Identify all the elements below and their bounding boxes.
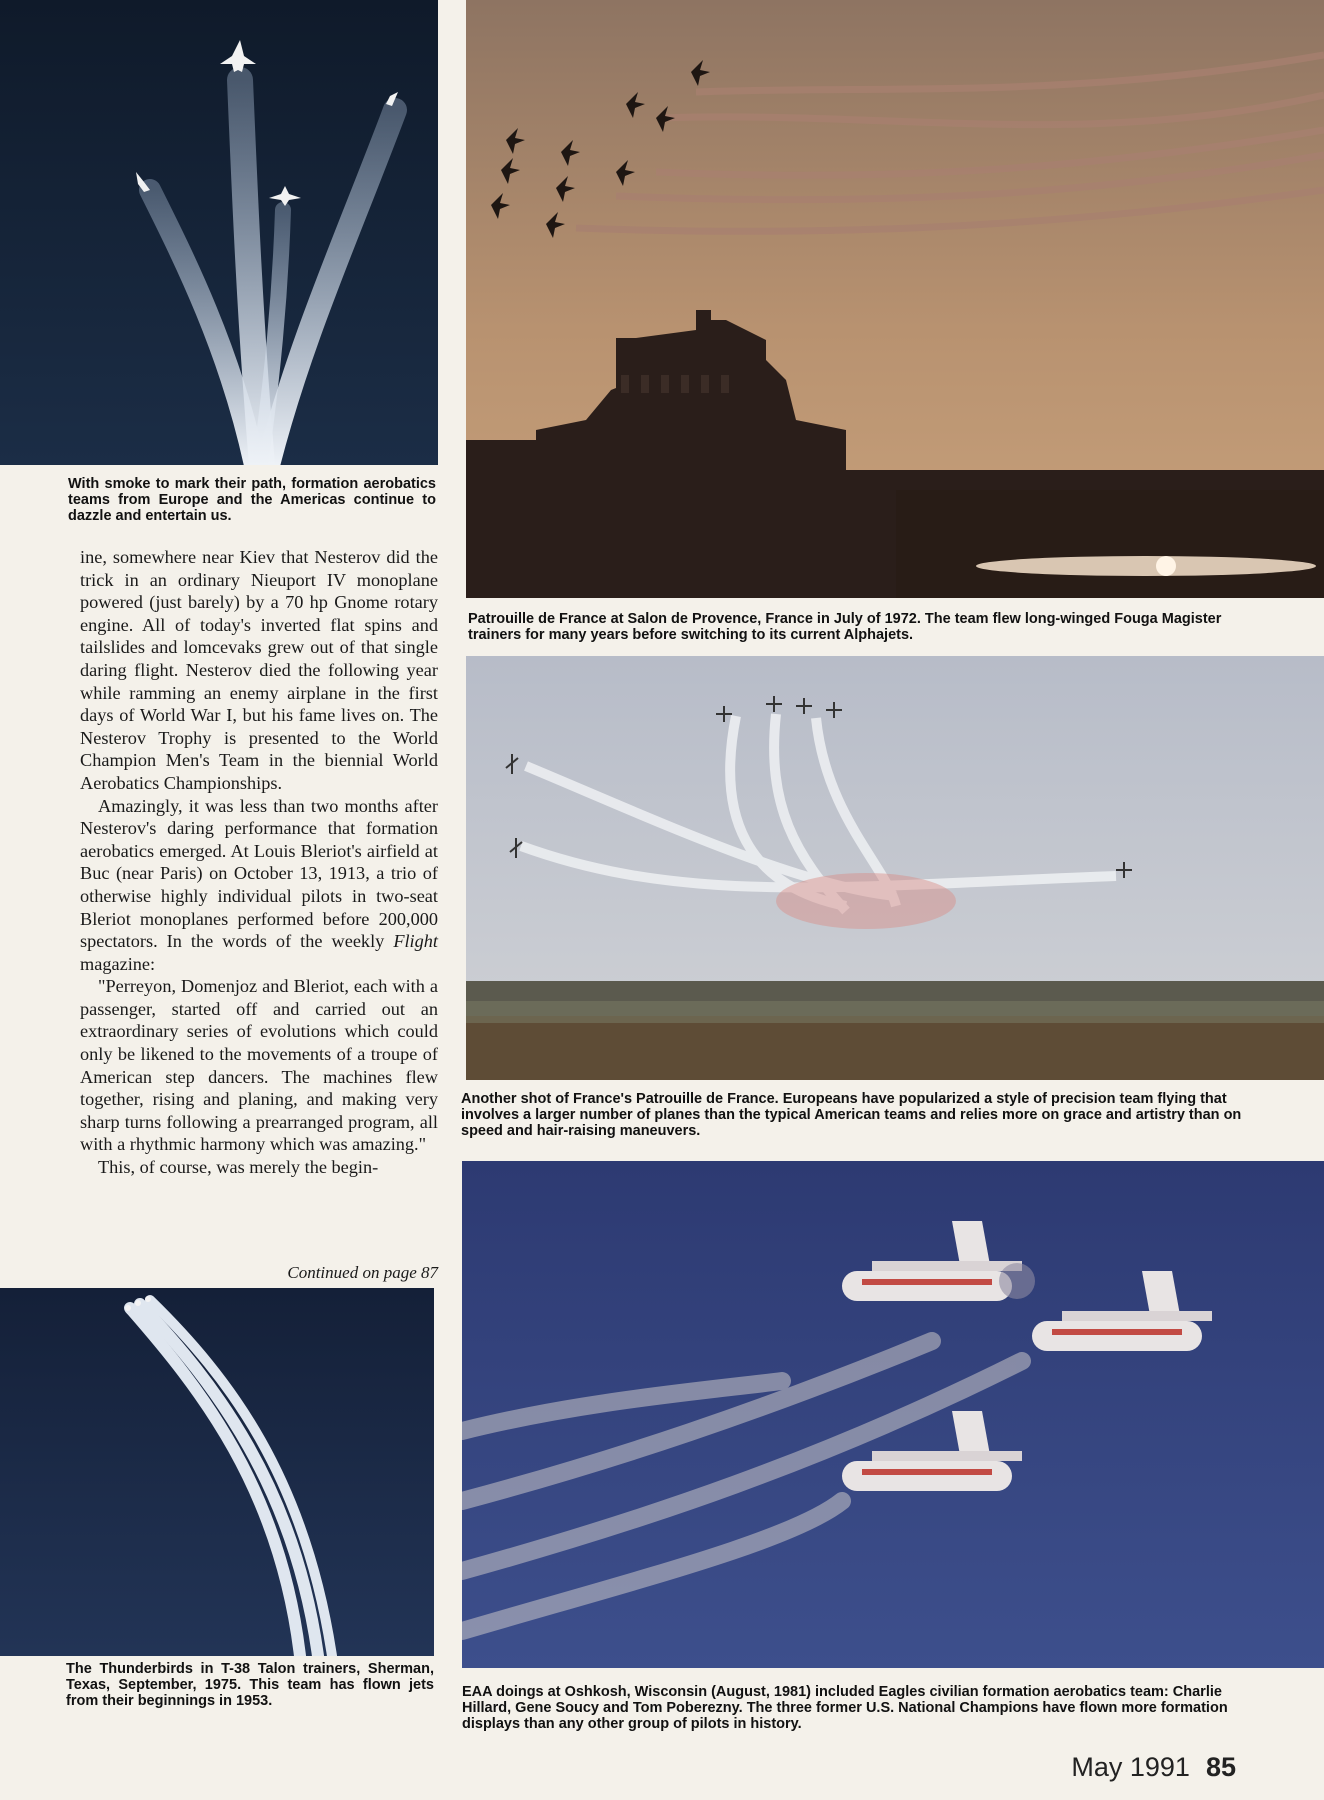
photo-thunderbirds-bomb-burst: [0, 0, 438, 465]
caption-eagles-oshkosh: EAA doings at Oshkosh, Wisconsin (August, 1981) included Eagles civilian formation aerobatics team: Charlie Hillard, Gene Soucy and Tom Poberezny. The three former U.S. National Champions have flown more formation displays than any other group of pilots in history.: [462, 1684, 1228, 1732]
caption-thunderbirds-t38: The Thunderbirds in T-38 Talon trainers, Sherman, Texas, September, 1975. This team has flown jets from their beginnings in 1953.: [66, 1661, 434, 1709]
article-body: [80, 546, 438, 1179]
paragraph-text-end: magazine:: [80, 953, 156, 974]
paragraph-flight-quote: "Perreyon, Domenjoz and Bleriot, each with a passenger, started off and carried out an extraordinary series of evolutions which could only be likened to the movements of a troupe of American step dancers. The machines flew together, rising and planing, and making very sharp turns following a prearranged program, all with a rhythmic harmony which was amazing.": [80, 976, 438, 1155]
continued-link[interactable]: Continued on page 87: [287, 1263, 438, 1282]
photo-salon-de-provence: [466, 0, 1324, 598]
paragraph-nesterov: ine, somewhere near Kiev that Nesterov did the trick in an ordinary Nieuport IV monoplane powered (just barely) by a 70 hp Gnome rotary engine. All of today's inverted flat spins and tailslides and lomcevaks grew out of that single daring flight. Nesterov died the following year while ramming an enemy airplane in the first days of World War I, but his fame lives on. The Nesterov Trophy is presented to the World Champion Men's Team in the biennial World Aerobatics Championships.: [80, 547, 438, 793]
folio-date: May 1991: [1071, 1752, 1190, 1782]
paragraph-beginning: This, of course, was merely the begin-: [98, 1157, 379, 1178]
caption-salon-de-provence: Patrouille de France at Salon de Provence, France in July of 1972. The team flew long-winged Fouga Magister trainers for many years before switching to its current Alphajets.: [468, 611, 1222, 643]
caption-patrouille-de-france: Another shot of France's Patrouille de France. Europeans have popularized a style of precision team flying that involves a larger number of planes than the typical American teams and relies more on grace and artistry than on speed and hair-raising maneuvers.: [461, 1091, 1242, 1139]
folio: [1071, 1752, 1236, 1783]
magazine-title: Flight: [393, 931, 438, 952]
photo-thunderbirds-t38: [0, 1288, 434, 1656]
paragraph-formation-aerobatics: [80, 795, 438, 976]
photo-patrouille-de-france: [466, 656, 1324, 1080]
photo-eagles-oshkosh: [462, 1161, 1324, 1668]
paragraph-text: Amazingly, it was less than two months after Nesterov's daring performance that formation aerobatics emerged. At Louis Bleriot's airfield at Buc (near Paris) on October 13, 1913, a trio of otherwise highly individual pilots in two-seat Bleriot monoplanes performed before 200,000 spectators. In the words of the weekly: [80, 795, 438, 952]
page-number: 85: [1205, 1752, 1236, 1782]
caption-bomb-burst: With smoke to mark their path, formation aerobatics teams from Europe and the Americas continue to dazzle and entertain us.: [68, 476, 436, 524]
